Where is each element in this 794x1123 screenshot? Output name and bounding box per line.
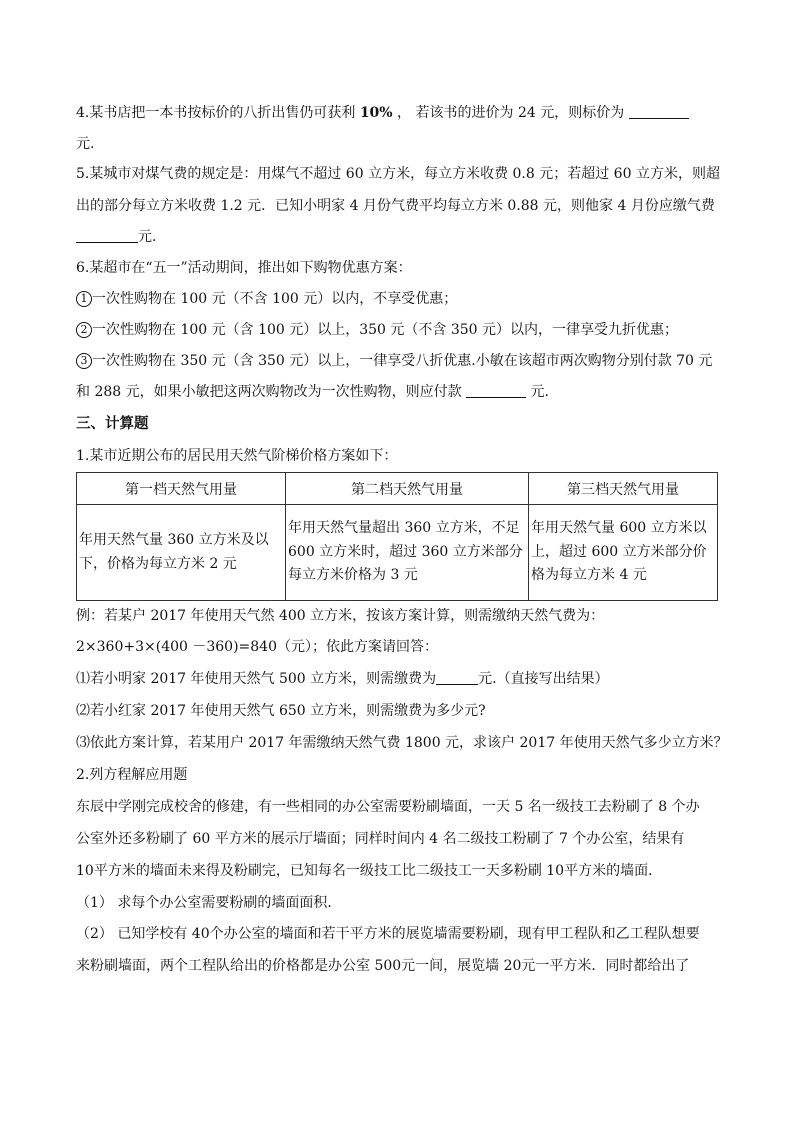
question-4-text-2: ， 若该书的进价为 24 元，则标价为 <box>392 105 629 121</box>
question-5-line-3 <box>76 227 166 247</box>
option-3-marker: 3 <box>76 353 92 369</box>
question-6-option-1 <box>76 289 457 309</box>
question-4-text: 4.某书店把一本书按标价的八折出售仍可获利 <box>76 105 360 121</box>
question-6-intro: 6.某超市在“五一”活动期间，推出如下购物优惠方案： <box>76 260 412 276</box>
question-6-unit: 元. <box>526 384 549 400</box>
calc-2-sub-2-line-1: （2） 已知学校有 40个办公室的墙面和若干平方米的展览墙需要粉刷，现有甲工程队和乙工程队想要 <box>76 926 700 942</box>
question-5-line-1 <box>76 164 720 184</box>
option-2-marker: 2 <box>76 322 92 338</box>
question-5-line-2 <box>76 196 715 216</box>
answer-blank <box>466 383 526 398</box>
table-header-cell: 第三档天然气用量 <box>529 473 718 505</box>
calc-2-para-2: 公室外还多粉刷了 60 平方米的展示厅墙面；同样时间内 4 名二级技工粉刷了 7 个办公室，结果有 <box>76 831 685 847</box>
gas-price-table <box>76 472 718 601</box>
calc-2-sub-1: （1） 求每个办公室需要粉刷的墙面面积． <box>76 895 342 911</box>
question-6-line-1 <box>76 258 412 278</box>
option-3-text: 一次性购物在 350 元（含 350 元）以上，一律享受八折优惠.小敏在该超市两次购物分别付款 70 元 <box>92 353 713 369</box>
table-header-cell: 第二档天然气用量 <box>286 473 529 505</box>
table-cell: 年用天然气量 600 立方米以上，超过 600 立方米部分价格为每立方米 4 元 <box>529 505 718 601</box>
question-6-text-last: 和 288 元，如果小敏把这两次购物改为一次性购物，则应付款 <box>76 384 467 400</box>
table-header-row <box>77 473 718 505</box>
calc-2-heading: 2.列方程解应用题 <box>76 767 188 783</box>
question-5-text-1: 5.某城市对煤气费的规定是：用煤气不超过 60 立方米，每立方米收费 0.8 元；若超过 60 立方米，则超 <box>76 166 720 182</box>
answer-blank <box>76 228 138 243</box>
question-5-unit: 元． <box>138 229 166 245</box>
section-heading: 三、计算题 <box>76 416 149 432</box>
option-1-marker: 1 <box>76 291 92 307</box>
table-row <box>77 505 718 601</box>
question-4-percent: 10% <box>359 105 393 121</box>
question-6-line-last <box>76 382 549 402</box>
calc-1-sub-1 <box>76 669 609 689</box>
question-4-line-1 <box>76 103 689 123</box>
calc-1-sub-3: ⑶依此方案计算，若某用户 2017 年需缴纳天然气费 1800 元，求该户 2017 年使用天然气多少立方米？ <box>76 735 728 751</box>
question-4-line-2 <box>76 134 94 154</box>
sub-1-text-2: 元.（直接写出结果） <box>478 671 609 687</box>
calc-2-sub-2-line-2: 来粉刷墙面，两个工程队给出的价格都是办公室 500元一间，展览墙 20元一平方米．同时都给出了 <box>76 958 690 974</box>
table-header-cell: 第一档天然气用量 <box>77 473 286 505</box>
calc-1-formula: 2×360+3×(400 －360)=840（元）；依此方案请回答： <box>76 639 438 655</box>
table-cell: 年用天然气量超出 360 立方米，不足 600 立方米时，超过 360 立方米部分每立方米价格为 3 元 <box>286 505 529 601</box>
calc-2-para-3: 10平方米的墙面未来得及粉刷完，已知每名一级技工比二级技工一天多粉刷 10平方米的墙面． <box>76 863 663 879</box>
calc-2-para-1: 东辰中学刚完成校舍的修建，有一些相同的办公室需要粉刷墙面，一天 5 名一级技工去粉刷了 8 个办 <box>76 799 700 815</box>
question-4-unit: 元. <box>76 136 95 152</box>
calc-1-example: 例：若某户 2017 年使用天气然 400 立方米，按该方案计算，则需缴纳天然气费为： <box>76 608 605 624</box>
option-1-text: 一次性购物在 100 元（不含 100 元）以内，不享受优惠； <box>92 291 458 307</box>
calc-1-intro: 1.某市近期公布的居民用天然气阶梯价格方案如下： <box>76 448 398 464</box>
sub-1-text: ⑴若小明家 2017 年使用天然气 500 立方米，则需缴费为 <box>76 671 437 687</box>
question-6-option-3 <box>76 351 712 371</box>
option-2-text: 一次性购物在 100 元（含 100 元）以上，350 元（不含 350 元）以内，一律享受九折优惠； <box>92 322 679 338</box>
question-5-text-2: 出的部分每立方米收费 1.2 元．已知小明家 4 月份气费平均每立方米 0.88 元，则他家 4 月份应缴气费 <box>76 198 715 214</box>
table-cell: 年用天然气量 360 立方米及以下，价格为每立方米 2 元 <box>77 505 286 601</box>
answer-blank <box>629 104 689 119</box>
calc-1-sub-2: ⑵若小红家 2017 年使用天然气 650 立方米，则需缴费为多少元? <box>76 703 486 719</box>
answer-blank <box>436 670 478 685</box>
question-6-option-2 <box>76 320 678 340</box>
